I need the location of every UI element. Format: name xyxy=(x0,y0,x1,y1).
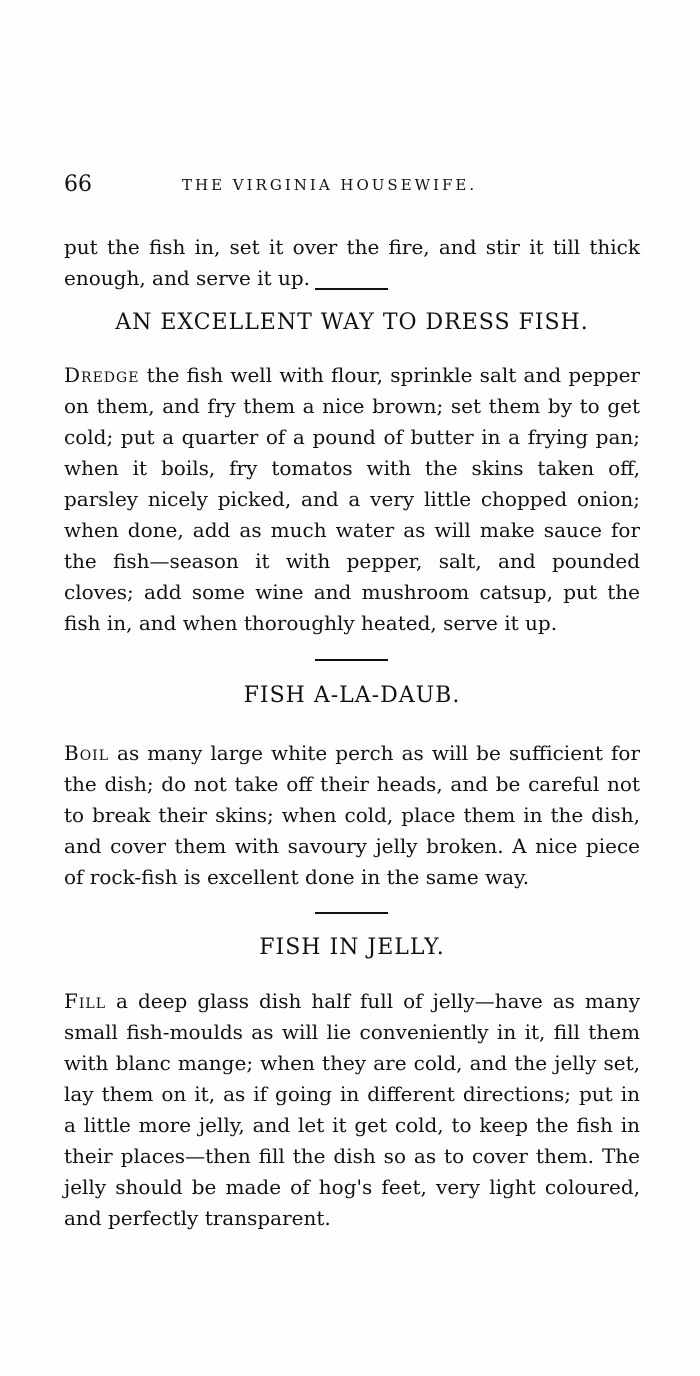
recipe-lead-word: Boil xyxy=(64,741,110,765)
recipe-body xyxy=(64,986,640,1266)
running-title: THE VIRGINIA HOUSEWIFE. xyxy=(182,176,478,194)
continued-paragraph: put the fish in, set it over the fire, and stir it till thick enough, and serve it up. xyxy=(64,235,640,290)
page-header xyxy=(64,170,644,200)
section-divider xyxy=(315,288,388,290)
recipe-lead-word: Dredge xyxy=(64,363,140,387)
section-divider xyxy=(315,659,388,661)
recipe-title: FISH A-LA-DAUB. xyxy=(243,683,461,708)
recipe-body xyxy=(64,738,640,924)
recipe-title: AN EXCELLENT WAY TO DRESS FISH. xyxy=(115,310,589,335)
recipe-title: FISH IN JELLY. xyxy=(259,935,445,960)
recipe-text: as many large white perch as will be sufficient for the dish; do not take off their heads, and be careful not to break their skins; when cold, place them in the dish, and cover them with savoury jelly broken. A nice piece of rock-fish is excellent done in the same way. xyxy=(64,741,640,889)
recipe-text: the fish well with flour, sprinkle salt and pepper on them, and fry them a nice brown; set them by to get cold; put a quarter of a pound of butter in a frying pan; when it boils, fry tomatos with the skins taken off, parsley nicely picked, and a very little chopped onion; when done, add as much water as will make sauce for the fish—season it with pepper, salt, and pounded cloves; add some wine and mushroom catsup, put the fish in, and when thoroughly heated, serve it up. xyxy=(64,363,640,635)
page-number: 66 xyxy=(64,172,92,197)
recipe-lead-word: Fill xyxy=(64,989,107,1013)
recipe-body xyxy=(64,360,640,670)
section-divider xyxy=(315,912,388,914)
recipe-text: a deep glass dish half full of jelly—have as many small fish-moulds as will lie conveniently in it, fill them with blanc mange; when they are cold, and the jelly set, lay them on it, as if going in different directions; put in a little more jelly, and let it get cold, to keep the fish in their places—then fill the dish so as to cover them. The jelly should be made of hog's feet, very light coloured, and perfectly transparent. xyxy=(64,989,640,1230)
